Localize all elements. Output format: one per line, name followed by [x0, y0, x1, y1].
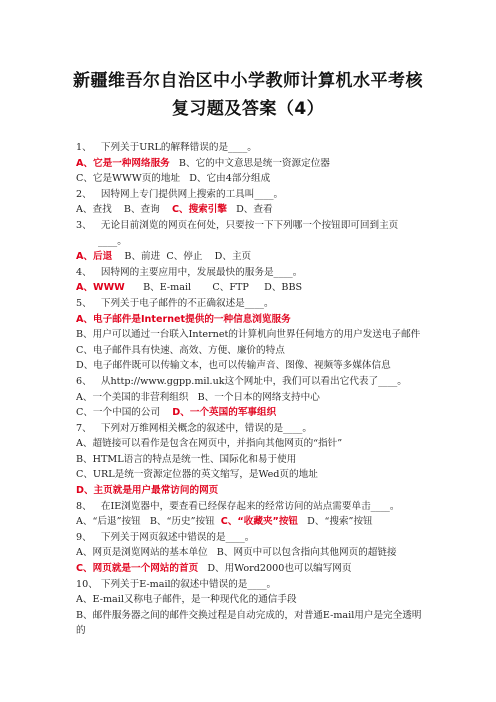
question-1-options-ab [76, 156, 422, 172]
option: B、HTML语言的特点是统一性、国际化和易于使用 [76, 453, 297, 465]
option: A、E-mail又称电子邮件，是一种现代化的通信手段 [76, 594, 297, 606]
option: D、查看 [226, 204, 273, 216]
question-6-options-cd [76, 405, 422, 421]
question-3-stem: 3、 无论目前浏览的网页在何处，只要按一下下列哪一个按钮即可回到主页 [76, 219, 399, 231]
question-8-stem: 8、 在IE浏览器中，要查看已经保存起来的经常访问的站点需要单击____。 [76, 500, 400, 512]
option: C、电子邮件具有快速、高效、方便、廉价的特点 [76, 344, 285, 356]
question-2-options [76, 202, 422, 218]
question-3-options [76, 249, 422, 265]
question-4-stem: 4、 因特网的主要应用中，发展最快的服务是____。 [76, 266, 303, 278]
option: A、“后退”按钮 B、“历史”按钮 [76, 516, 221, 528]
question-10-stem: 10、 下列关于E-mail的叙述中错误的是____。 [76, 578, 277, 590]
question-4-options [76, 280, 422, 296]
question-3-stem-cont: ____。 [98, 235, 127, 247]
answer-option: C、“收藏夹”按钮 [220, 516, 299, 528]
option: D、它由4部分组成 [180, 173, 271, 185]
question-9-options-cd [76, 561, 422, 577]
question-list [76, 140, 422, 639]
answer-option: A、电子邮件是Internet提供的一种信息浏览服务 [76, 313, 291, 325]
question-8-options [76, 514, 422, 530]
option: C、一个中国的公司 [76, 407, 173, 419]
answer-option: A、后退 [76, 251, 113, 263]
document-title-line2: 复习题及答案（4） [171, 99, 325, 119]
option: B、邮件服务器之间的邮件交换过程是自动完成的，对普通E-mail用户是完全透明的 [76, 609, 422, 637]
answer-option: C、网页就是一个网站的首页 [76, 563, 199, 575]
question-1-options-cd [76, 171, 422, 187]
option: C、它是WWW页的地址 [76, 173, 181, 185]
option: A、超链接可以看作是包含在网页中，并指向其他网页的“指针” [76, 438, 343, 450]
question-1-stem: 1、 下列关于URL的解释错误的是____。 [76, 142, 257, 153]
option: D、用Word2000也可以编写网页 [198, 563, 352, 575]
option: D、电子邮件既可以传输文本，也可以传输声音、图像、视频等多媒体信息 [76, 360, 391, 372]
answer-option: A、它是一种网络服务 [76, 157, 170, 169]
option: B、前进 C、停止 D、主页 [112, 251, 252, 263]
option: A、一个美国的非营利组织 B、一个日本的网络支持中心 [76, 391, 320, 403]
question-6-stem: 6、 从http://www.ggpp.mil.uk这个网址中，我们可以看出它代表了____。 [76, 375, 407, 387]
option: A、查找 [76, 204, 112, 216]
question-5-stem: 5、 下列关于电子邮件的不正确叙述是____。 [76, 297, 274, 309]
option: B、E-mail C、FTP D、BBS [124, 282, 303, 294]
answer-option: A、WWW [76, 282, 125, 294]
answer-option: C、搜索引擎 [171, 204, 227, 216]
option: C、URL是统一资源定位器的英文缩写，是Wed页的地址 [76, 469, 318, 481]
option: B、它的中文意思是统一资源定位器 [169, 157, 330, 169]
question-2-stem: 2、 因特网上专门提供网上搜索的工具叫____。 [76, 188, 284, 200]
option: A、网页是浏览网站的基本单位 B、网页中可以包含指向其他网页的超链接 [76, 547, 397, 559]
question-7-stem: 7、 下列对万维网相关概念的叙述中，错误的是____。 [76, 422, 312, 434]
option: D、“搜索”按钮 [298, 516, 373, 528]
answer-option: D、一个英国的军事组织 [172, 407, 277, 419]
option: B、查询 [111, 204, 160, 216]
option: B、用户可以通过一台联入Internet的计算机向世界任何地方的用户发送电子邮件 [76, 329, 421, 341]
document-title-line1: 新疆维吾尔自治区中小学教师计算机水平考核 [73, 71, 423, 91]
question-9-stem: 9、 下列关于网页叙述中错误的是____。 [76, 531, 255, 543]
answer-option: D、主页就是用户最常访问的网页 [76, 485, 219, 497]
